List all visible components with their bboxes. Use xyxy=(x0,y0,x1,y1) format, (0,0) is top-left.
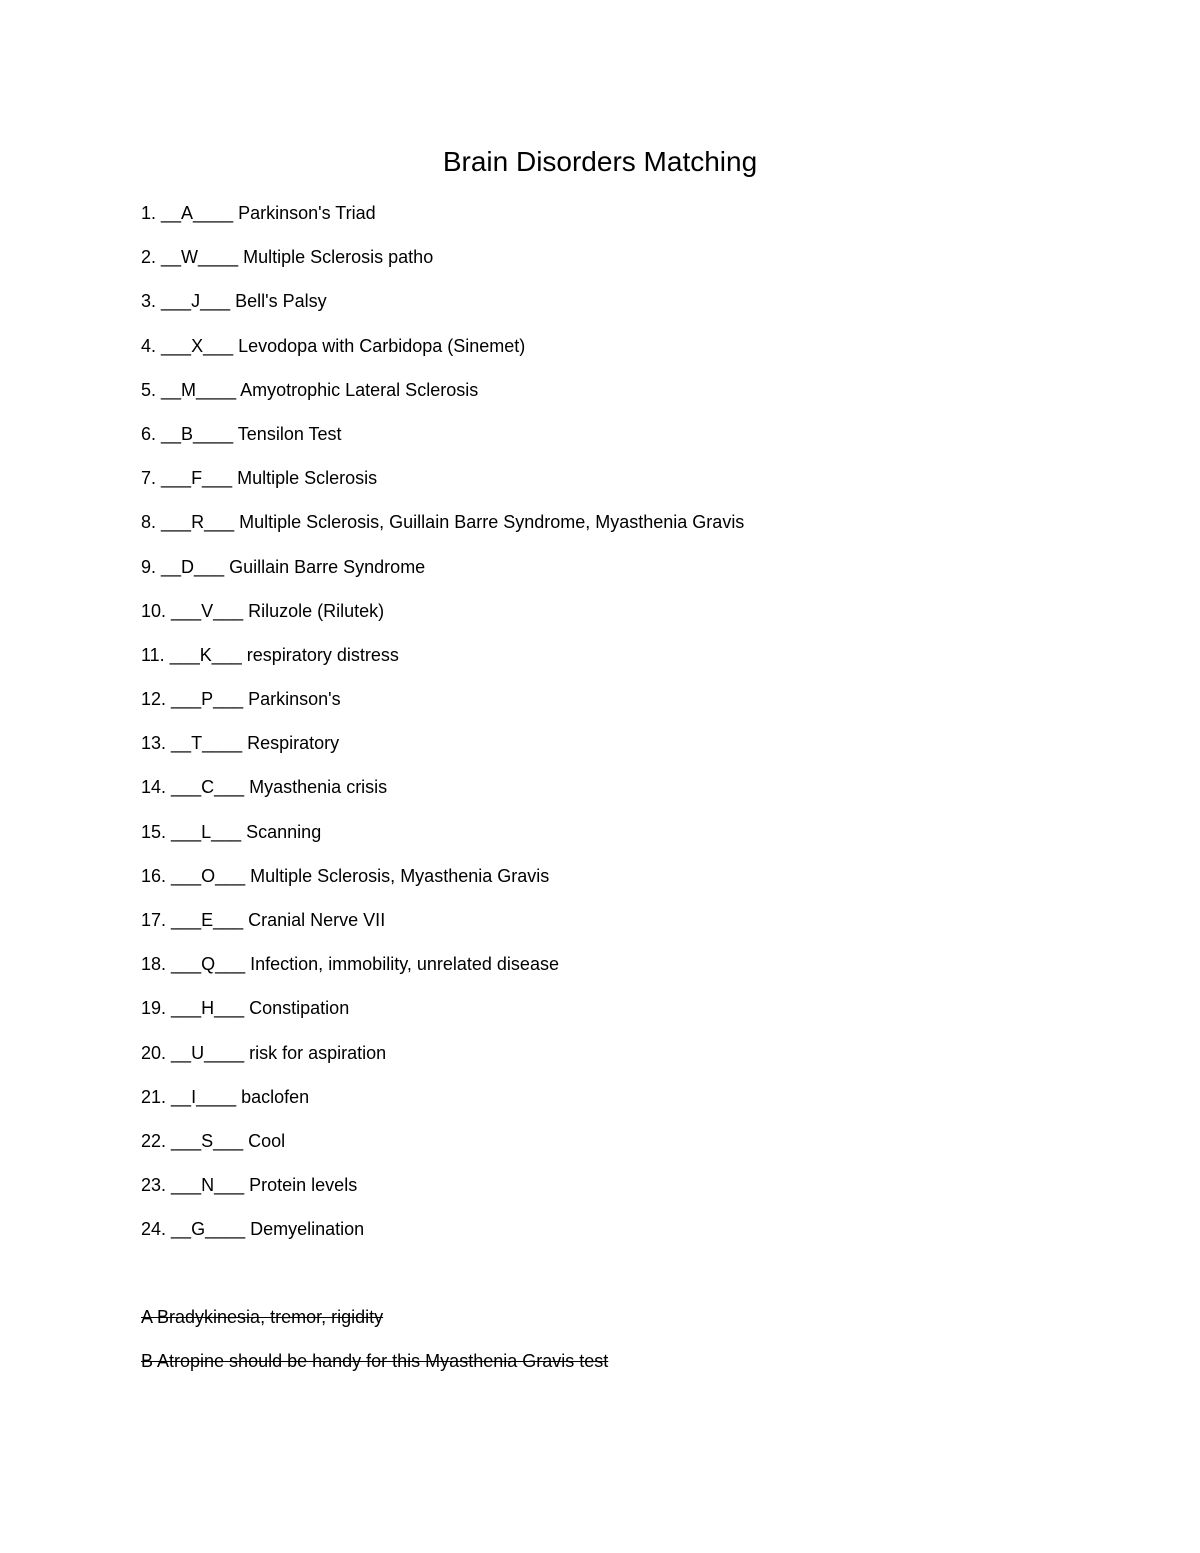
item-answer: ___J___ xyxy=(161,291,231,312)
item-term: Parkinson's xyxy=(248,689,341,710)
item-term: Guillain Barre Syndrome xyxy=(229,556,426,577)
item-term: Parkinson's Triad xyxy=(238,203,376,223)
item-answer: __U____ xyxy=(171,1042,245,1063)
item-number: 5. xyxy=(141,379,157,400)
item-number: 23. xyxy=(141,1175,167,1196)
matching-list xyxy=(141,199,744,1260)
matching-item xyxy=(141,1215,744,1259)
item-term: Protein levels xyxy=(249,1175,358,1196)
item-answer: ___E___ xyxy=(171,910,244,930)
definition-item: A Bradykinesia, tremor, rigidity xyxy=(141,1307,384,1327)
item-answer: ___P___ xyxy=(171,689,244,710)
item-answer: __T____ xyxy=(171,733,243,754)
matching-item xyxy=(141,1039,744,1083)
item-term: Scanning xyxy=(246,821,322,842)
item-term: respiratory distress xyxy=(246,644,399,665)
matching-item xyxy=(141,950,744,994)
item-term: Constipation xyxy=(249,998,350,1019)
matching-item xyxy=(141,685,744,729)
item-number: 12. xyxy=(141,689,167,710)
item-answer: __M____ xyxy=(161,379,237,400)
matching-item xyxy=(141,641,744,685)
item-answer: __B____ xyxy=(161,423,234,444)
matching-item xyxy=(141,508,744,552)
item-answer: ___L___ xyxy=(171,821,242,842)
item-term: Multiple Sclerosis, Guillain Barre Syndrome, Myasthenia Gravis xyxy=(239,512,745,533)
item-number: 9. xyxy=(141,556,157,577)
item-number: 16. xyxy=(141,865,167,886)
matching-item xyxy=(141,287,744,331)
item-term: Levodopa with Carbidopa (Sinemet) xyxy=(238,335,526,356)
item-answer: ___X___ xyxy=(161,335,234,356)
item-answer: ___Q___ xyxy=(171,954,246,975)
item-term: Amyotrophic Lateral Sclerosis xyxy=(240,379,479,400)
matching-item xyxy=(141,464,744,508)
item-number: 10. xyxy=(141,600,167,621)
item-term: Multiple Sclerosis xyxy=(237,468,378,489)
matching-item xyxy=(141,729,744,773)
item-number: 18. xyxy=(141,954,167,975)
item-answer: __D___ xyxy=(161,556,225,577)
item-term: Tensilon Test xyxy=(237,423,342,444)
item-number: 19. xyxy=(141,998,167,1019)
item-answer: ___N___ xyxy=(171,1175,245,1196)
item-number: 7. xyxy=(141,468,157,489)
item-term: Riluzole (Rilutek) xyxy=(248,600,385,621)
item-number: 11. xyxy=(141,644,165,665)
item-term: Bell's Palsy xyxy=(235,291,327,312)
item-answer: ___R___ xyxy=(161,512,235,533)
item-answer: ___H___ xyxy=(171,998,245,1019)
item-answer: ___V___ xyxy=(171,600,244,621)
item-answer: __A____ xyxy=(161,203,234,223)
item-answer: ___K___ xyxy=(169,644,242,665)
matching-item xyxy=(141,1127,744,1171)
item-term: risk for aspiration xyxy=(249,1042,387,1063)
page-title: Brain Disorders Matching xyxy=(442,146,758,177)
item-term: Cranial Nerve VII xyxy=(248,910,386,930)
item-number: 17. xyxy=(141,910,167,930)
item-number: 3. xyxy=(141,291,157,312)
item-answer: ___C___ xyxy=(171,777,245,798)
item-term: Multiple Sclerosis, Myasthenia Gravis xyxy=(250,865,550,886)
item-number: 2. xyxy=(141,247,157,268)
item-answer: __W____ xyxy=(161,247,239,268)
item-term: Multiple Sclerosis patho xyxy=(243,247,434,268)
item-number: 22. xyxy=(141,1130,167,1151)
definitions-list xyxy=(141,1303,608,1391)
item-number: 20. xyxy=(141,1042,167,1063)
matching-item xyxy=(141,243,744,287)
matching-item xyxy=(141,773,744,817)
matching-item xyxy=(141,994,744,1038)
item-number: 14. xyxy=(141,777,167,798)
matching-item xyxy=(141,1083,744,1127)
item-term: baclofen xyxy=(241,1086,310,1107)
matching-item xyxy=(141,420,744,464)
item-number: 4. xyxy=(141,335,157,356)
item-number: 15. xyxy=(141,821,167,842)
item-answer: ___S___ xyxy=(171,1130,244,1151)
matching-item xyxy=(141,332,744,376)
matching-item xyxy=(141,376,744,420)
item-number: 1. xyxy=(141,203,157,223)
matching-item xyxy=(141,553,744,597)
item-term: Respiratory xyxy=(247,733,340,754)
item-answer: __I____ xyxy=(171,1086,237,1107)
item-term: Infection, immobility, unrelated disease xyxy=(250,954,559,975)
matching-item xyxy=(141,818,744,862)
item-number: 6. xyxy=(141,423,157,444)
item-number: 13. xyxy=(141,733,167,754)
matching-item xyxy=(141,1171,744,1215)
item-term: Myasthenia crisis xyxy=(249,777,388,798)
matching-item xyxy=(141,199,744,243)
item-term: Demyelination xyxy=(250,1219,365,1240)
matching-item xyxy=(141,862,744,906)
matching-item xyxy=(141,906,744,950)
item-term: Cool xyxy=(248,1130,286,1151)
item-answer: ___F___ xyxy=(161,468,233,489)
item-answer: ___O___ xyxy=(171,865,246,886)
item-answer: __G____ xyxy=(171,1219,246,1240)
item-number: 24. xyxy=(141,1219,167,1240)
item-number: 21. xyxy=(141,1086,167,1107)
item-number: 8. xyxy=(141,512,157,533)
matching-item xyxy=(141,597,744,641)
definition-item: B Atropine should be handy for this Myasthenia Gravis test xyxy=(141,1351,609,1371)
